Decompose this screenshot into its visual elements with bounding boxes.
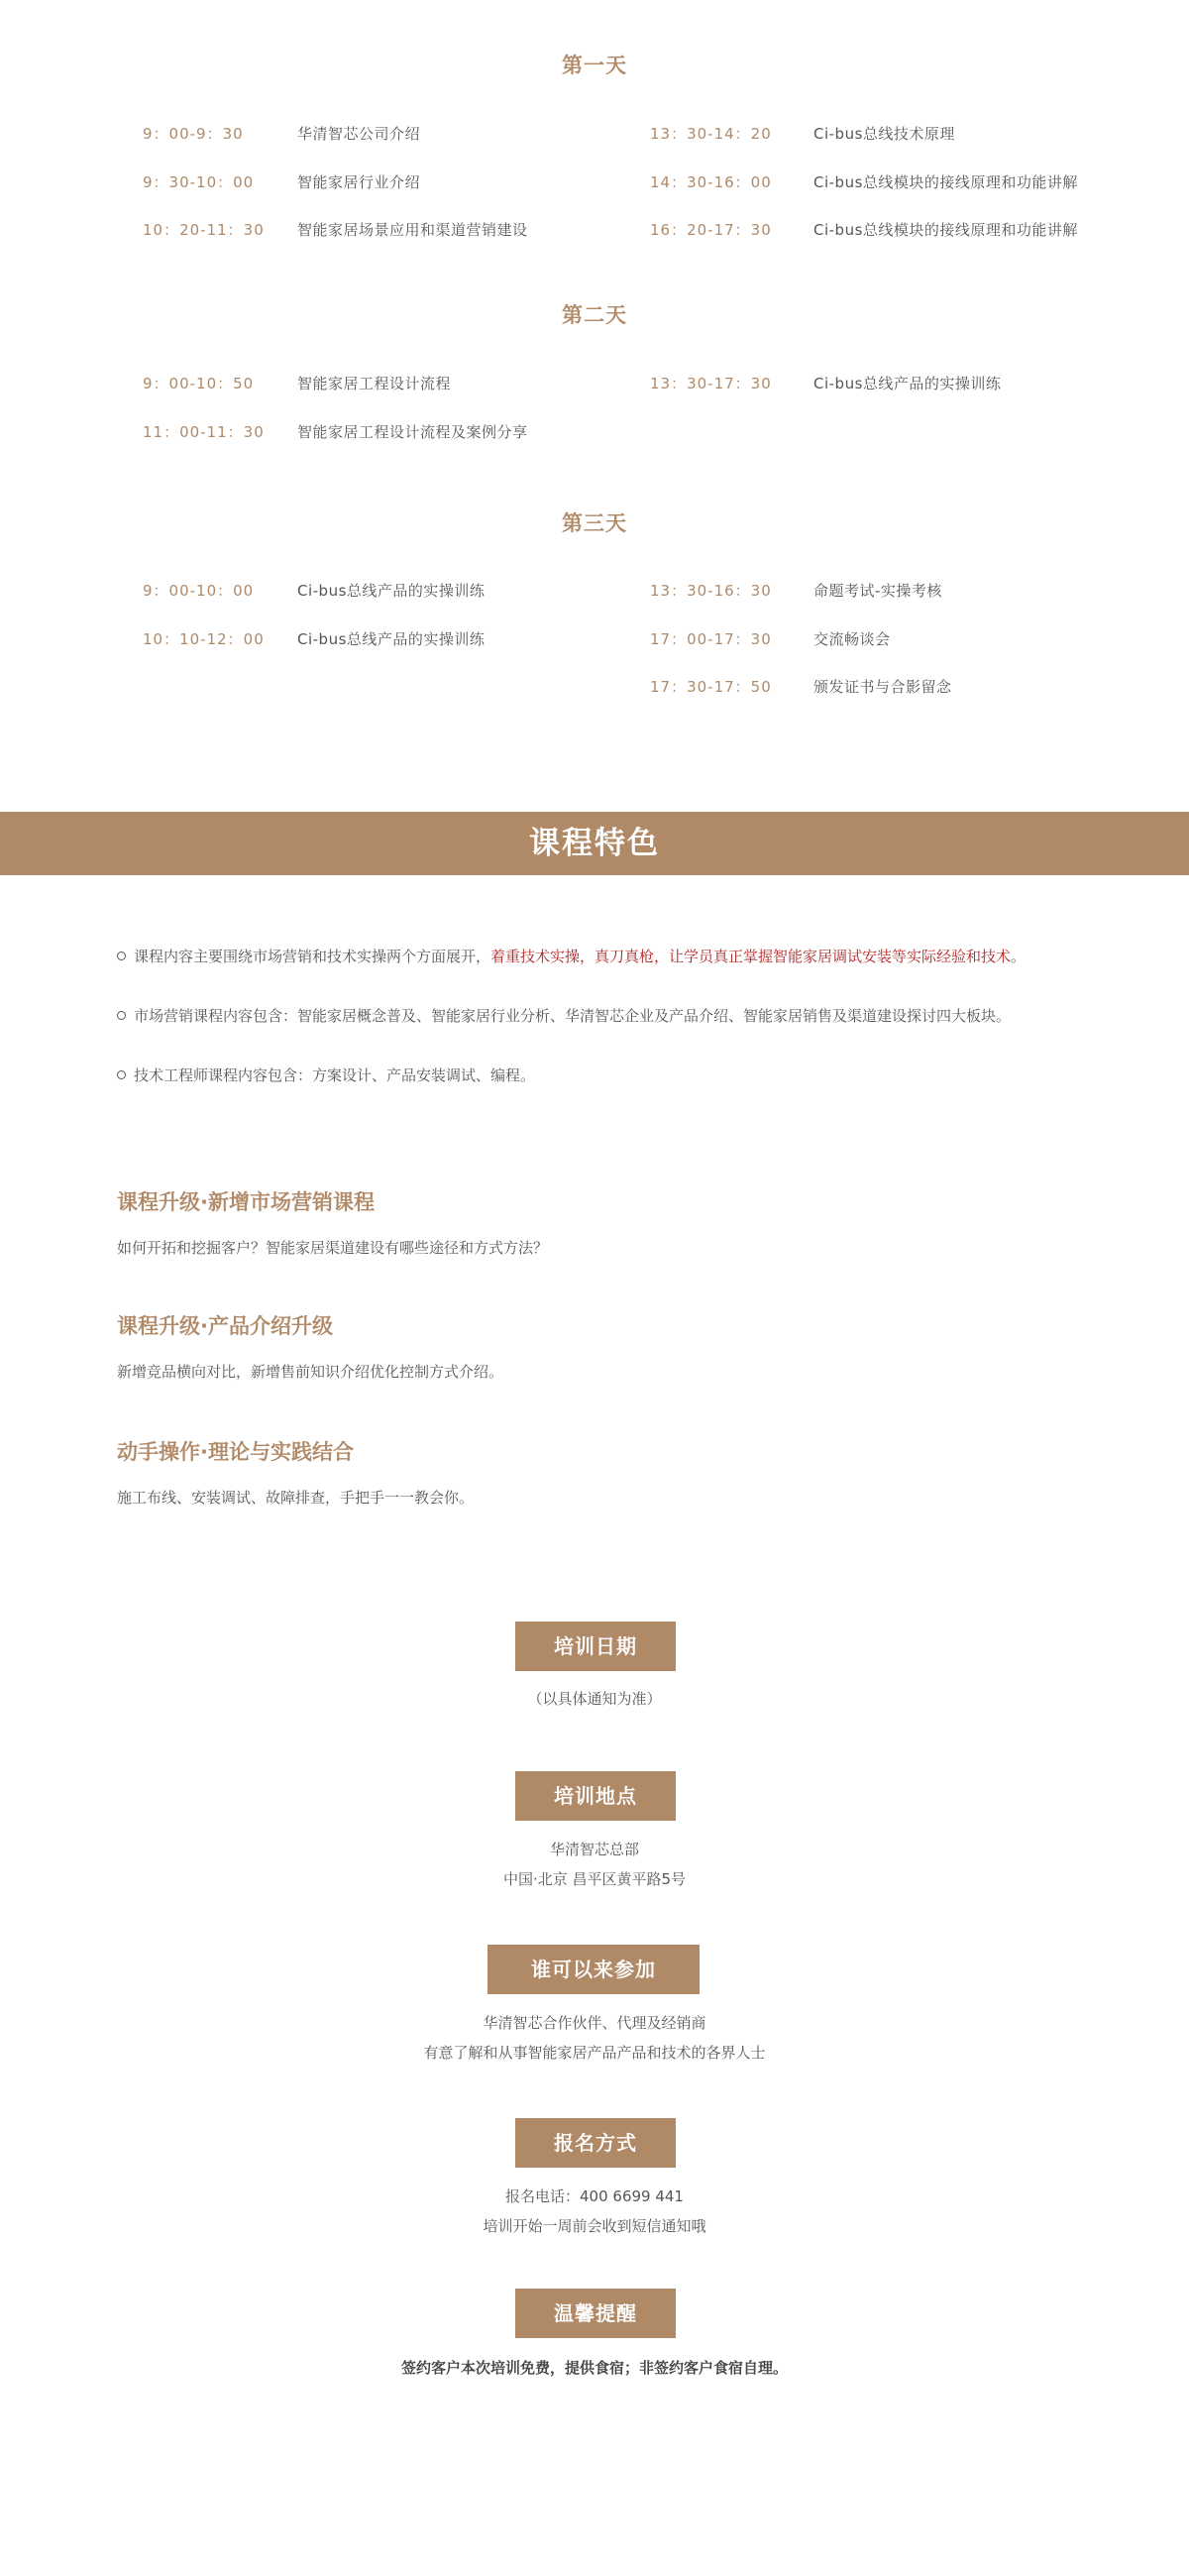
feature-item — [117, 944, 1108, 969]
upgrade-title: 课程升级·新增市场营销课程 — [117, 1190, 375, 1214]
session-topic: 华清智芯公司介绍 — [297, 125, 421, 143]
training-date-note: （以具体通知为准） — [527, 1690, 662, 1708]
circle-bullet-icon — [117, 1011, 126, 1020]
session-topic: Ci-bus总线产品的实操训练 — [297, 630, 486, 648]
signup-phone: 报名电话：400 6699 441 — [505, 2187, 684, 2205]
reminder-text: 签约客户本次培训免费，提供食宿；非签约客户食宿自理。 — [400, 2359, 788, 2377]
session-topic: 智能家居工程设计流程 — [297, 375, 452, 392]
session-time: 17：30-17：50 — [650, 678, 772, 696]
upgrade-title: 课程升级·产品介绍升级 — [117, 1314, 333, 1338]
feature-text: 技术工程师课程内容包含：方案设计、产品安装调试、编程。 — [134, 1066, 536, 1084]
location-address: 中国·北京 昌平区黄平路5号 — [502, 1870, 687, 1888]
session-time: 16：20-17：30 — [650, 221, 772, 239]
session-time: 9：00-10：00 — [143, 582, 255, 600]
session-time: 9：00-10：50 — [143, 375, 255, 392]
session-time: 9：00-9：30 — [143, 125, 244, 143]
day2-title: 第二天 — [562, 303, 627, 327]
session-time: 13：30-14：20 — [650, 125, 772, 143]
session-topic: Ci-bus总线技术原理 — [813, 125, 955, 143]
audience-label: 谁可以来参加 — [487, 1945, 700, 1994]
feature-highlight: 着重技术实操，真刀真枪，让学员真正掌握智能家居调试安装等实际经验和技术 — [490, 948, 1012, 965]
session-topic: 智能家居工程设计流程及案例分享 — [297, 423, 528, 441]
circle-bullet-icon — [117, 1070, 126, 1079]
session-time: 13：30-17：30 — [650, 375, 772, 392]
session-time: 17：00-17：30 — [650, 630, 772, 648]
session-topic: Ci-bus总线模块的接线原理和功能讲解 — [813, 173, 1078, 191]
signup-note: 培训开始一周前会收到短信通知哦 — [483, 2217, 706, 2235]
feature-item — [117, 1063, 1108, 1088]
session-topic: Ci-bus总线模块的接线原理和功能讲解 — [813, 221, 1078, 239]
feature-text: 课程内容主要围绕市场营销和技术实操两个方面展开， — [134, 948, 491, 965]
day3-title: 第三天 — [562, 511, 627, 535]
training-date-label: 培训日期 — [515, 1622, 676, 1671]
session-topic: Ci-bus总线产品的实操训练 — [297, 582, 486, 600]
session-time: 10：20-11：30 — [143, 221, 265, 239]
reminder-label: 温馨提醒 — [515, 2289, 676, 2338]
circle-bullet-icon — [117, 952, 126, 960]
upgrade-title: 动手操作·理论与实践结合 — [117, 1440, 354, 1464]
feature-text: 市场营销课程内容包含：智能家居概念普及、智能家居行业分析、华清智芯企业及产品介绍、智能家居销售及渠道建设探讨四大板块。 — [134, 1007, 1012, 1025]
session-time: 9：30-10：00 — [143, 173, 255, 191]
signup-label: 报名方式 — [515, 2118, 676, 2168]
session-topic: 交流畅谈会 — [813, 630, 891, 648]
session-time: 14：30-16：00 — [650, 173, 772, 191]
upgrade-desc: 施工布线、安装调试、故障排查，手把手一一教会你。 — [117, 1489, 475, 1507]
day1-title: 第一天 — [562, 54, 627, 77]
features-banner: 课程特色 — [0, 812, 1189, 875]
training-location-label: 培训地点 — [515, 1771, 676, 1821]
session-topic: 颁发证书与合影留念 — [813, 678, 952, 696]
feature-tail: 。 — [1011, 948, 1027, 965]
session-topic: Ci-bus总线产品的实操训练 — [813, 375, 1002, 392]
session-time: 13：30-16：30 — [650, 582, 772, 600]
location-name: 华清智芯总部 — [549, 1841, 639, 1858]
audience-line: 有意了解和从事智能家居产品产品和技术的各界人士 — [423, 2044, 766, 2062]
session-topic: 智能家居行业介绍 — [297, 173, 421, 191]
session-topic: 智能家居场景应用和渠道营销建设 — [297, 221, 528, 239]
session-topic: 命题考试-实操考核 — [813, 582, 942, 600]
upgrade-desc: 新增竞品横向对比，新增售前知识介绍优化控制方式介绍。 — [117, 1363, 504, 1381]
audience-line: 华清智芯合作伙伴、代理及经销商 — [483, 2014, 706, 2032]
session-time: 10：10-12：00 — [143, 630, 265, 648]
session-time: 11：00-11：30 — [143, 423, 265, 441]
upgrade-desc: 如何开拓和挖掘客户？智能家居渠道建设有哪些途径和方式方法？ — [117, 1239, 549, 1257]
feature-item — [117, 1003, 1108, 1029]
